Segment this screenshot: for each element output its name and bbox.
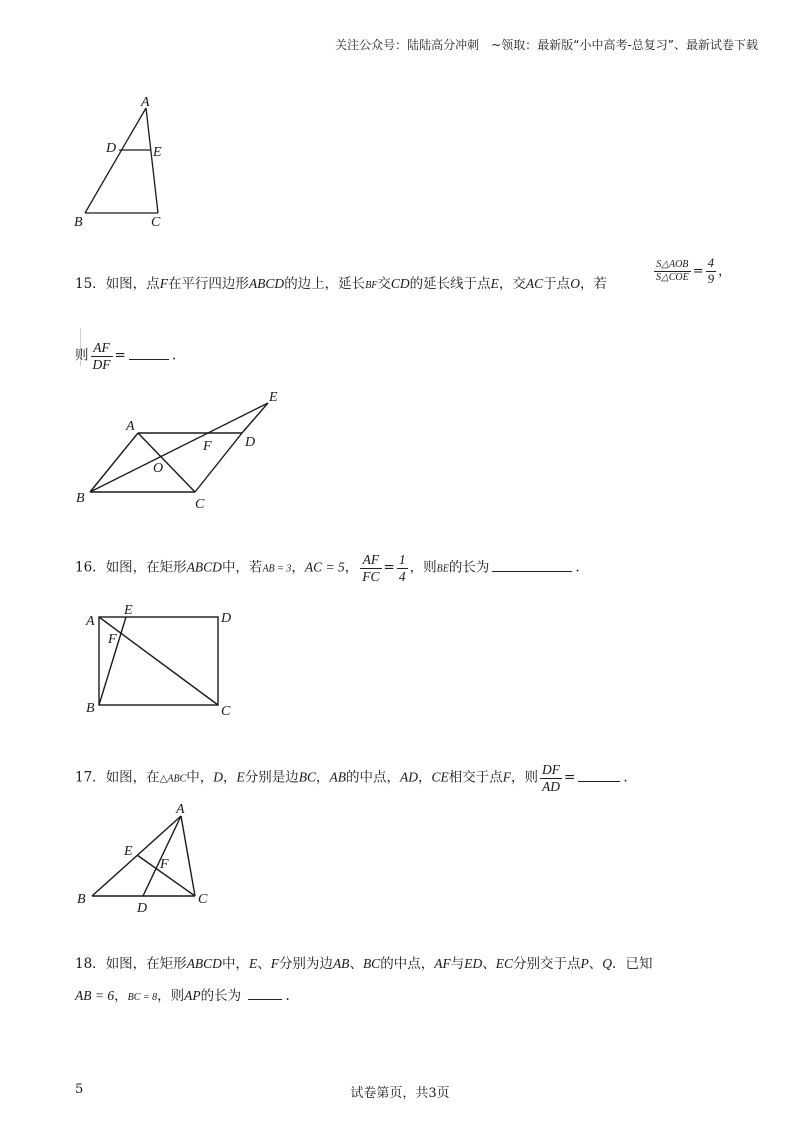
label-a: A [176, 802, 185, 817]
question-17: 17．如图，在△ABC中，D，E分别是边BC，AB的中点，AD，CE相交于点F，则 $\frac{DF}{AD}$ = . [75, 762, 628, 794]
label-f: F [203, 439, 212, 454]
label-d: D [106, 141, 117, 156]
label-c: C [195, 497, 205, 512]
label-o: O [153, 461, 164, 476]
segment-ad [143, 816, 181, 896]
label-d: D [245, 435, 256, 450]
label-d: D [137, 901, 148, 916]
label-b: B [76, 491, 85, 506]
label-c: C [198, 892, 208, 907]
label-a: A [86, 614, 95, 629]
label-e: E [269, 390, 278, 405]
ratio-value: $\frac{4}{9}$ [707, 255, 715, 286]
label-f: F [108, 632, 117, 647]
label-d: D [221, 611, 232, 626]
label-f: F [160, 857, 169, 872]
answer-blank-18 [248, 998, 282, 1000]
segment-ca [181, 816, 195, 896]
page-number: 5 [75, 1082, 84, 1097]
label-c: C [221, 704, 231, 719]
label-b: B [86, 701, 95, 716]
label-c: C [151, 215, 161, 230]
question-16: 16．如图，在矩形ABCD中，若AB = 3，AC = 5， $\frac{AF}{FC}$ = $\frac{1}{4}$ ，则BE的长为 . [75, 552, 580, 584]
label-e: E [124, 603, 133, 618]
question-15: 15．如图，点F在平行四边形ABCD的边上，延长BF交CD的延长线于点E，交AC于点O，若 [75, 276, 607, 292]
ratio-areas: $\frac{\text{S△AOB}}{\text{S△COE}}$ [656, 259, 689, 283]
label-e: E [153, 145, 162, 160]
label-e: E [124, 844, 133, 859]
page-footer: 试卷第页，共3页 [350, 1086, 450, 1101]
question-15-ratio: $\frac{\text{S△AOB}}{\text{S△COE}}$ = $\frac{4}{9}$ ， [656, 255, 732, 286]
page-header: 关注公众号：陆陆高分冲刺 ~领取：最新版“小中高考-总复习”、最新试卷下载 [335, 38, 758, 52]
label-a: A [141, 95, 150, 110]
question-18-line2: AB = 6，BC = 8，则AP的长为 . [75, 988, 290, 1004]
label-a: A [126, 419, 135, 434]
question-18: 18．如图，在矩形ABCD中，E、F分别为边AB、BC的中点，AF与ED、EC分别交于点P、Q．已知 [75, 956, 653, 972]
label-b: B [74, 215, 83, 230]
question-15-line2: 则 $\frac{AF}{DF}$ = . [75, 340, 177, 372]
label-b: B [77, 892, 86, 907]
segment-ab [92, 816, 181, 896]
